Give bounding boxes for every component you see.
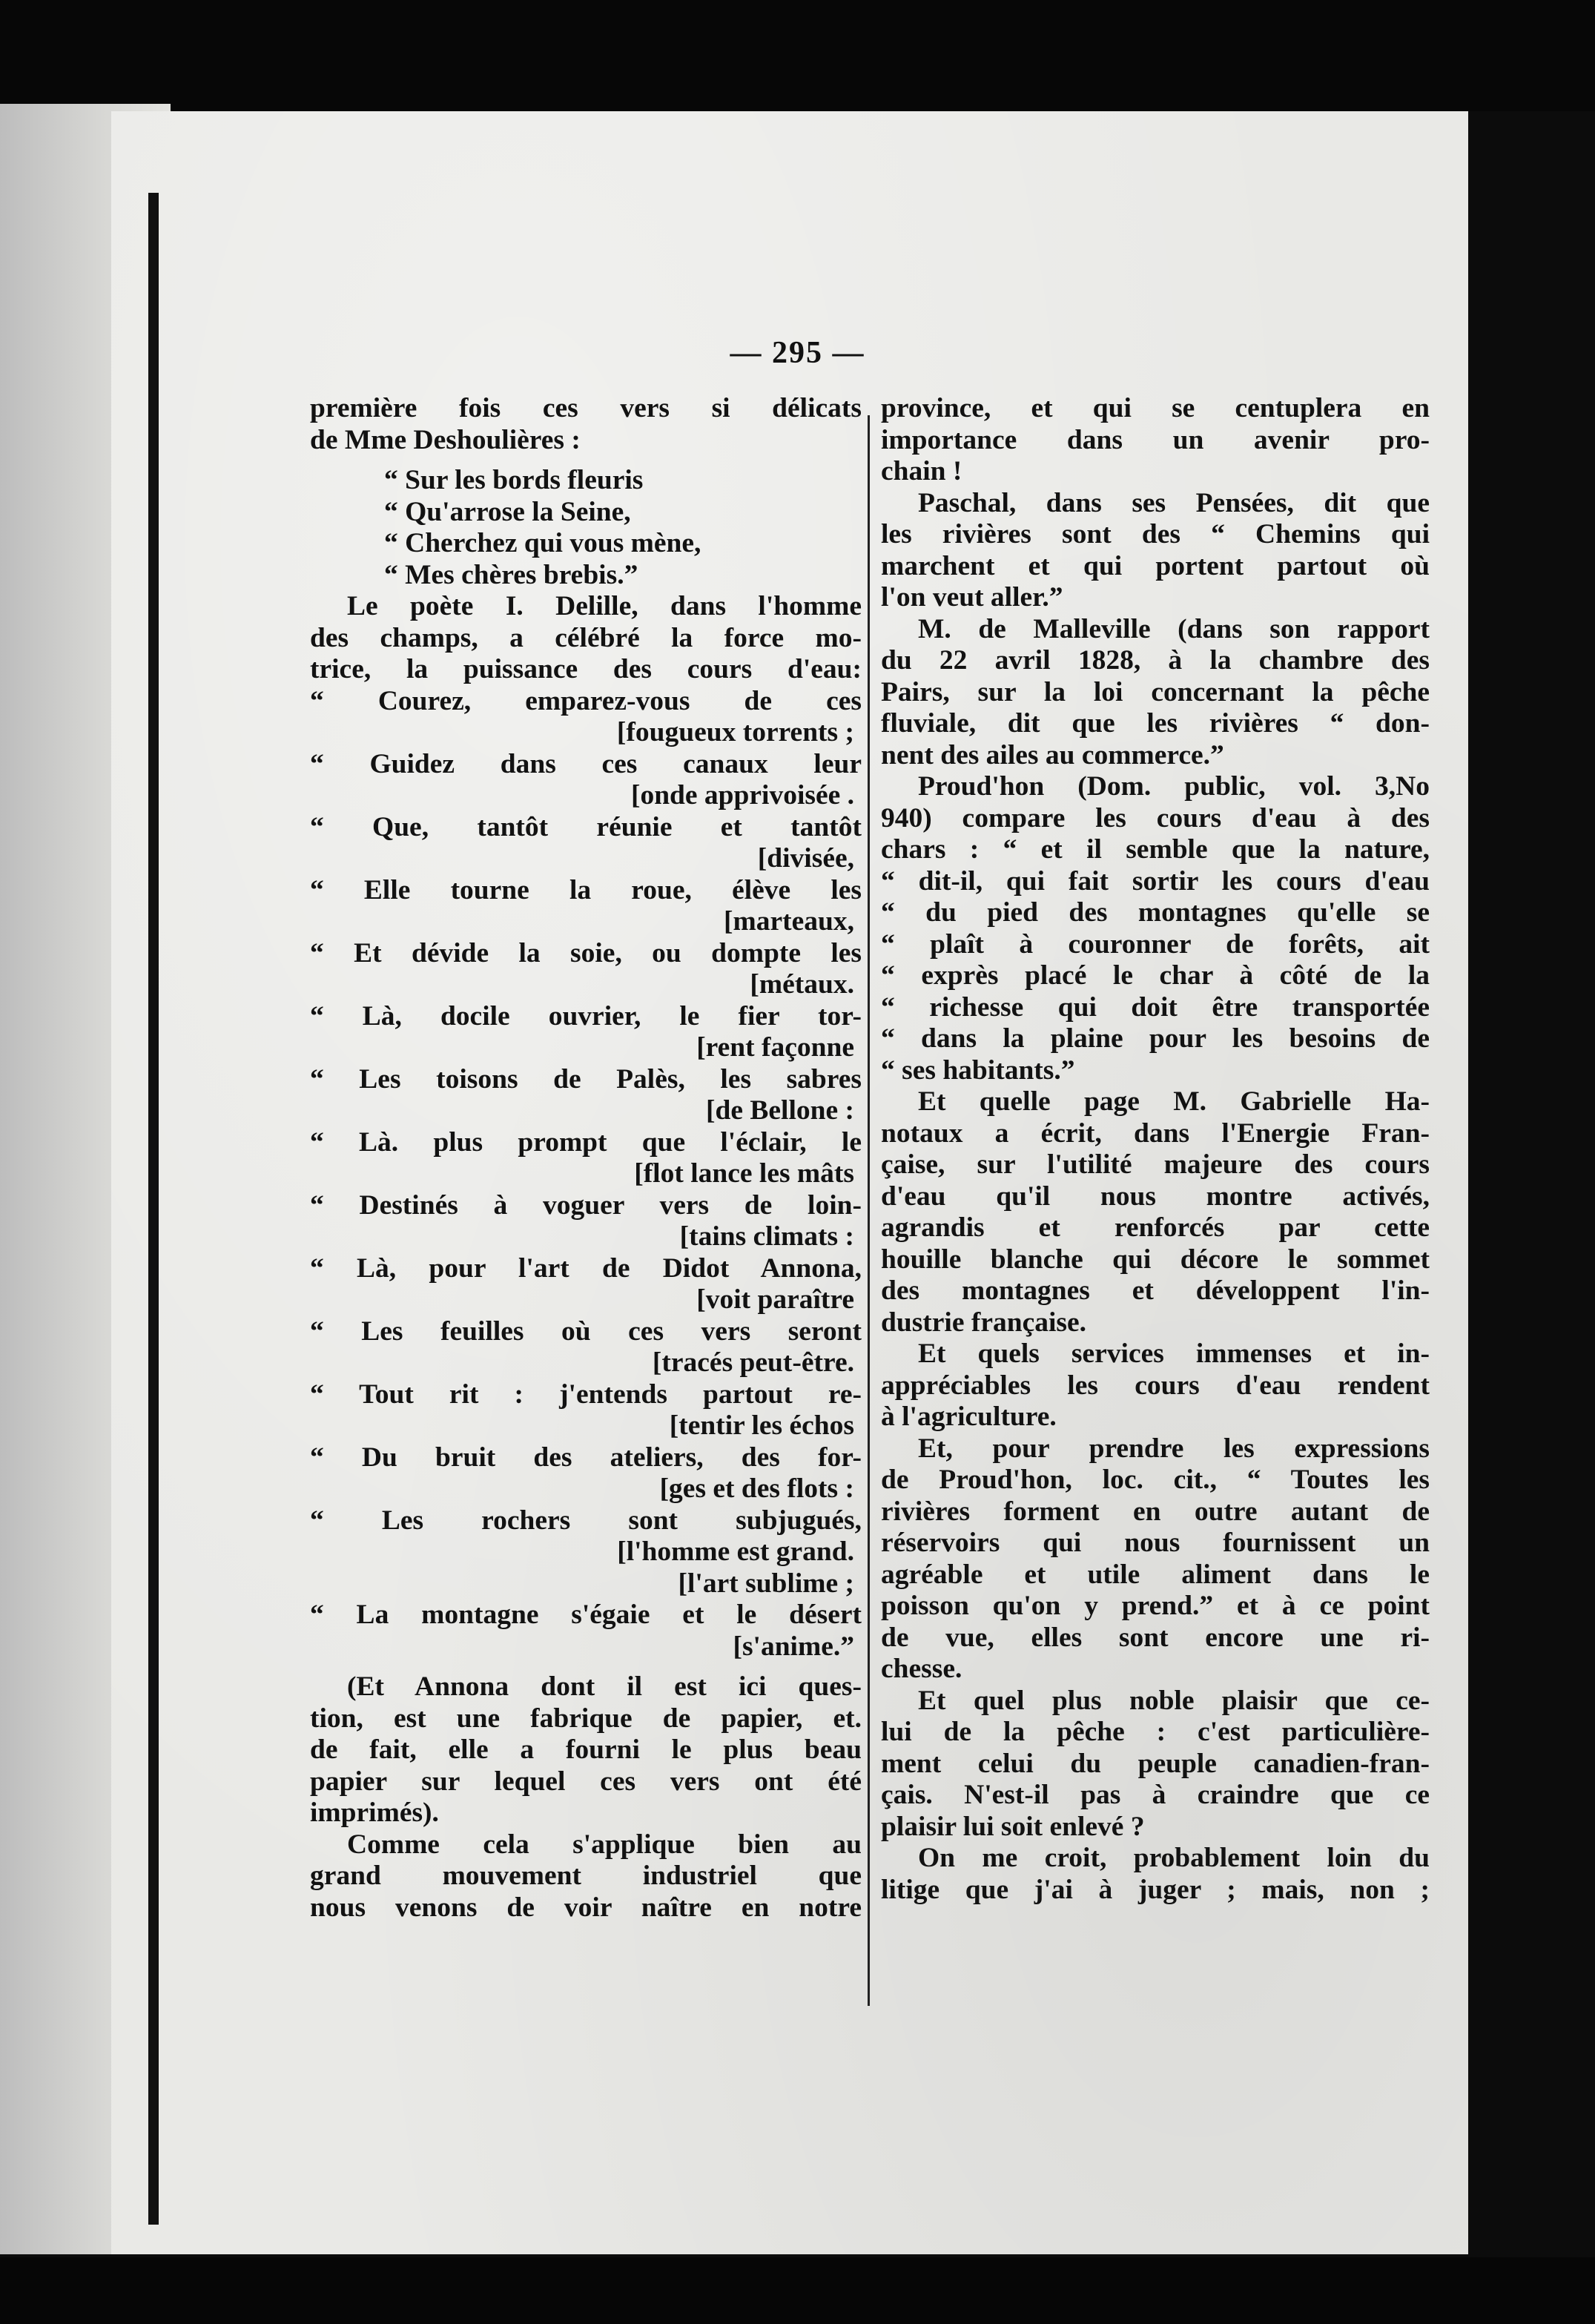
text-line: “ Cherchez qui vous mène, xyxy=(384,528,701,558)
text-line: [onde apprivoisée . xyxy=(630,780,854,811)
text-line: [marteaux, xyxy=(724,906,854,937)
text-line: litige que j'ai à juger ; mais, non ; xyxy=(881,1874,1430,1905)
text-line: “ richesse qui doit être transportée xyxy=(881,991,1430,1023)
text-line: imprimés). xyxy=(310,1798,439,1828)
text-line: “ Du bruit des ateliers, des for- xyxy=(310,1442,862,1473)
text-line: [voit paraître xyxy=(696,1284,854,1315)
scan-top-border xyxy=(0,0,1595,111)
text-line: importance dans un avenir pro- xyxy=(881,424,1430,455)
text-line: nous venons de voir naître en notre xyxy=(310,1892,862,1923)
text-line: “ Destinés à voguer vers de loin- xyxy=(310,1189,862,1221)
text-line: “ Les feuilles où ces vers seront xyxy=(310,1315,862,1347)
text-line: d'eau qu'il nous montre activés, xyxy=(881,1181,1430,1212)
text-line: de fait, elle a fourni le plus beau xyxy=(310,1734,862,1765)
text-line: “ Là, docile ouvrier, le fier tor- xyxy=(310,1000,862,1031)
page-number: — 295 — xyxy=(730,336,865,370)
text-line: chars : “ et il semble que la nature, xyxy=(881,834,1430,865)
text-line: [rent façonne xyxy=(696,1032,854,1063)
text-line: rivières forment en outre autant de xyxy=(881,1496,1430,1527)
spine-shadow-line xyxy=(148,193,159,2225)
text-line: [tracés peut-être. xyxy=(652,1347,854,1378)
text-line: de Mme Deshoulières : xyxy=(310,424,581,455)
text-line: papier sur lequel ces vers ont été xyxy=(310,1766,862,1797)
text-line: réservoirs qui nous fournissent un xyxy=(881,1528,1430,1558)
text-line: “ Là. plus prompt que l'éclair, le xyxy=(310,1126,862,1158)
text-line: “ Tout rit : j'entends partout re- xyxy=(310,1379,862,1410)
text-line: Proud'hon (Dom. public, vol. 3,No xyxy=(918,771,1430,802)
text-line: [fougueux torrents ; xyxy=(616,717,854,747)
text-line: Et, pour prendre les expressions xyxy=(918,1433,1430,1464)
text-line: [divisée, xyxy=(757,843,854,874)
text-line: Paschal, dans ses Pensées, dit que xyxy=(918,487,1430,518)
text-line: à l'agriculture. xyxy=(881,1402,1057,1432)
text-line: notaux a écrit, dans l'Energie Fran- xyxy=(881,1118,1430,1149)
scan-bottom-border xyxy=(0,2257,1595,2324)
text-line: “ ses habitants.” xyxy=(881,1054,1075,1086)
text-line: Et quelle page M. Gabrielle Ha- xyxy=(918,1086,1430,1117)
text-line: “ Là, pour l'art de Didot Annona, xyxy=(310,1252,862,1284)
text-line: marchent et qui portent partout où xyxy=(881,550,1430,581)
text-line: tion, est une fabrique de papier, et. xyxy=(310,1703,862,1734)
text-line: de vue, elles sont encore une ri- xyxy=(881,1622,1430,1653)
text-line: “ Les rochers sont subjugués, xyxy=(310,1505,862,1536)
text-line: Pairs, sur la loi concernant la pêche xyxy=(881,676,1430,707)
text-line: “ du pied des montagnes qu'elle se xyxy=(881,897,1430,928)
text-line: chesse. xyxy=(881,1654,962,1684)
text-line: Comme cela s'applique bien au xyxy=(347,1829,862,1860)
text-line: chain ! xyxy=(881,456,962,486)
text-line: les rivières sont des “ Chemins qui xyxy=(881,519,1430,549)
text-line: 940) compare les cours d'eau à des xyxy=(881,802,1430,833)
text-line: çaise, sur l'utilité majeure des cours xyxy=(881,1149,1430,1180)
text-line: çais. N'est-il pas à craindre que ce xyxy=(881,1780,1430,1810)
text-line: des champs, a célébré la force mo- xyxy=(310,622,862,653)
right-text-column xyxy=(881,393,1430,1906)
text-line: Et quel plus noble plaisir que ce- xyxy=(918,1685,1430,1716)
text-line: “ Mes chères brebis.” xyxy=(384,559,638,590)
text-line: appréciables les cours d'eau rendent xyxy=(881,1370,1430,1401)
text-line: “ dit-il, qui fait sortir les cours d'eau xyxy=(881,865,1430,897)
text-line: [flot lance les mâts xyxy=(634,1158,854,1189)
text-line: “ Et dévide la soie, ou dompte les xyxy=(310,937,862,968)
text-line: (Et Annona dont il est ici ques- xyxy=(347,1671,862,1702)
text-line: [de Bellone : xyxy=(706,1095,854,1126)
text-line: l'on veut aller.” xyxy=(881,582,1063,613)
text-line: “ Que, tantôt réunie et tantôt xyxy=(310,811,862,842)
text-line: première fois ces vers si délicats xyxy=(310,393,862,423)
text-line: [métaux. xyxy=(750,969,854,1000)
left-text-column xyxy=(310,393,862,1924)
text-line: de Proud'hon, loc. cit., “ Toutes les xyxy=(881,1465,1430,1495)
text-line: M. de Malleville (dans son rapport xyxy=(918,613,1430,644)
text-line: poisson qu'on y prend.” et à ce point xyxy=(881,1591,1430,1621)
text-line: [tains climats : xyxy=(679,1221,854,1252)
text-line: “ Guidez dans ces canaux leur xyxy=(310,748,862,779)
text-line: houille blanche qui décore le sommet xyxy=(881,1244,1430,1275)
text-line: Et quels services immenses et in- xyxy=(918,1338,1430,1369)
text-line: “ plaît à couronner de forêts, ait xyxy=(881,928,1430,960)
text-line: grand mouvement industriel que xyxy=(310,1861,862,1891)
text-line: “ Courez, emparez-vous de ces xyxy=(310,685,862,716)
text-line: [ges et des flots : xyxy=(659,1473,854,1504)
text-line: agréable et utile aliment dans le xyxy=(881,1559,1430,1590)
text-line: lui de la pêche : c'est particulière- xyxy=(881,1717,1430,1747)
text-line: “ La montagne s'égaie et le désert xyxy=(310,1600,862,1630)
text-line: dustrie française. xyxy=(881,1307,1087,1338)
text-line: [tentir les échos xyxy=(669,1410,854,1441)
text-line: “ Elle tourne la roue, élève les xyxy=(310,874,862,905)
text-line: nent des ailes au commerce.” xyxy=(881,739,1224,770)
text-line: Le poète I. Delille, dans l'homme xyxy=(347,591,862,621)
text-line: [l'homme est grand. xyxy=(617,1536,854,1567)
text-line: plaisir lui soit enlevé ? xyxy=(881,1811,1145,1842)
text-line: du 22 avril 1828, à la chambre des xyxy=(881,645,1430,676)
text-line: “ Les toisons de Palès, les sabres xyxy=(310,1063,862,1095)
text-line: [l'art sublime ; xyxy=(678,1568,854,1599)
text-line: On me croit, probablement loin du xyxy=(918,1843,1430,1873)
column-divider xyxy=(868,415,870,2006)
text-line: des montagnes et développent l'in- xyxy=(881,1275,1430,1306)
text-line: [s'anime.” xyxy=(733,1631,854,1662)
text-line xyxy=(310,1663,862,1671)
text-line: province, et qui se centuplera en xyxy=(881,393,1430,423)
text-line: “ Qu'arrose la Seine, xyxy=(384,496,631,527)
text-line: “ Sur les bords fleuris xyxy=(384,465,644,495)
text-line: ment celui du peuple canadien-fran- xyxy=(881,1748,1430,1779)
text-line: “ dans la plaine pour les besoins de xyxy=(881,1023,1430,1054)
text-line: agrandis et renforcés par cette xyxy=(881,1212,1430,1243)
text-line xyxy=(310,456,862,465)
text-line: fluviale, dit que les rivières “ don- xyxy=(881,708,1430,739)
text-line: trice, la puissance des cours d'eau: xyxy=(310,654,862,684)
text-line: “ exprès placé le char à côté de la xyxy=(881,960,1430,991)
